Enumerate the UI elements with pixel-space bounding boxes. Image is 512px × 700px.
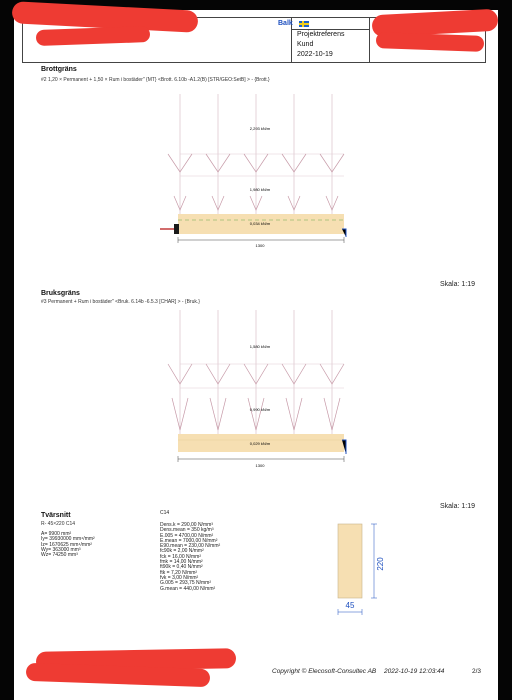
load-label-top: 2,293 kN/m xyxy=(249,126,271,131)
property-line: ft90k = 0,40 N/mm² xyxy=(160,564,203,571)
property-line: Wy= 363000 mm³ xyxy=(41,546,81,553)
load-label-self: 0,029 kN/m xyxy=(249,441,271,446)
section-desc-bruksgrans: #3 Permanent + Rum i bostäder" <Bruk. 6.14b -6.5.3 [CHAR] > - {Bruk.} xyxy=(41,299,200,305)
cross-section-name: R- 45×220 C14 xyxy=(41,521,76,527)
property-line: fmk = 14,00 N/mm² xyxy=(160,559,203,566)
client-label: Kund xyxy=(297,41,314,48)
property-line: A= 9900 mm² xyxy=(41,531,72,537)
property-line: E.mean = 7000,00 N/mm² xyxy=(160,537,218,544)
width-dimension: 45 xyxy=(345,601,355,610)
property-line: E.005 = 4700,00 N/mm² xyxy=(160,532,214,539)
property-line: G.005 = 293,75 N/mm² xyxy=(160,580,211,587)
section-title-bruksgrans: Bruksgräns xyxy=(41,290,80,297)
property-line: Dens.mean = 350 kg/m³ xyxy=(160,527,214,534)
project-label: Projektreferens xyxy=(297,31,345,38)
scale-bruksgrans: Skala: 1:19 xyxy=(440,503,476,510)
material-name: C14 xyxy=(160,510,170,516)
load-label-mid: 0,990 kN/m xyxy=(249,407,271,412)
footer-copyright: Copyright © Elecosoft-Consultec AB xyxy=(272,668,377,675)
property-line: Iy= 39930000 mm⁴/mm² xyxy=(41,536,95,543)
element-type: Balk xyxy=(278,20,293,27)
span-dimension: 1300 xyxy=(255,243,265,248)
span-dimension: 1300 xyxy=(255,463,265,468)
load-diagram-brottgrans xyxy=(150,92,360,252)
page-number: 2/3 xyxy=(472,668,482,675)
height-dimension: 220 xyxy=(376,557,385,571)
property-line: Wz= 74250 mm³ xyxy=(41,552,78,559)
viewer-left-edge xyxy=(0,0,14,700)
section-title-tvarsnitt: Tvärsnitt xyxy=(41,512,71,519)
property-line: fck = 16,00 N/mm² xyxy=(160,553,201,560)
property-line: fvk = 3,00 N/mm² xyxy=(160,574,199,581)
load-diagram-bruksgrans xyxy=(150,306,360,476)
cross-section-drawing xyxy=(330,520,390,620)
timber-section xyxy=(338,524,362,598)
section-title-brottgrans: Brottgräns xyxy=(41,66,77,73)
property-line: Iz= 1670625 mm⁴/mm² xyxy=(41,541,92,548)
load-label-mid: 1,980 kN/m xyxy=(249,187,271,192)
document-date: 2022-10-19 xyxy=(297,51,333,58)
scale-brottgrans: Skala: 1:19 xyxy=(440,281,476,288)
load-label-top: 1,580 kN/m xyxy=(249,344,271,349)
section-desc-brottgrans: #2 1,20 × Permanent + 1,50 × Rum i bostäder" {MT} <Brott. 6.10b -A1.2(B) [STR/GEO:SetB] > - {Brott.} xyxy=(41,77,270,83)
load-label-self: 0,034 kN/m xyxy=(249,221,271,226)
footer-timestamp: 2022-10-19 12:03:44 xyxy=(384,668,445,675)
property-line: ftk = 7,20 N/mm² xyxy=(160,569,198,576)
material-properties xyxy=(160,523,220,592)
geometry-properties xyxy=(41,532,95,558)
property-line: G.mean = 440,00 N/mm² xyxy=(160,585,216,592)
property-line: E90.mean = 230,00 N/mm² xyxy=(160,543,221,550)
swedish-flag-icon xyxy=(299,21,309,27)
property-line: Dens.k = 290,00 N/mm³ xyxy=(160,522,213,528)
viewer-right-edge xyxy=(498,0,512,700)
property-line: fc90k = 2,00 N/mm² xyxy=(160,548,204,555)
